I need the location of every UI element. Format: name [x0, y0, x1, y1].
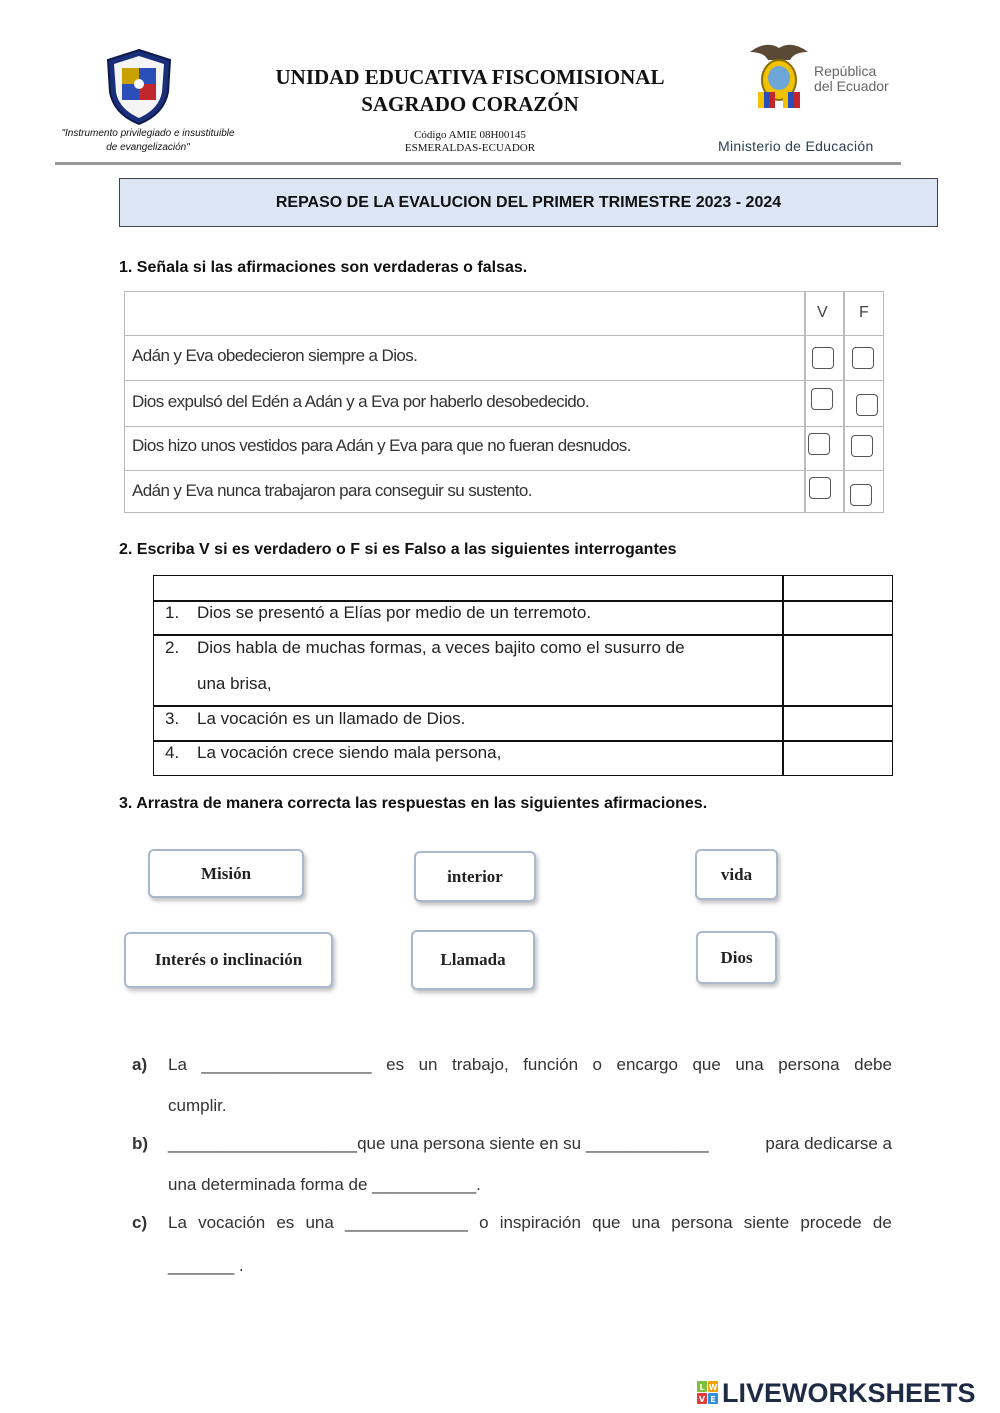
checkbox-f[interactable]	[856, 394, 878, 416]
sentence-word: debe	[854, 1055, 892, 1074]
school-name-line-1: UNIDAD EDUCATIVA FISCOMISIONAL	[275, 65, 665, 89]
sentence-word: persona	[671, 1213, 733, 1232]
q2-row-text-continued: una brisa,	[197, 674, 272, 693]
checkbox-v[interactable]	[809, 477, 831, 499]
sentence-b-text-with-blanks[interactable]: ____________________que una persona siente en su _____________	[168, 1134, 709, 1153]
sentence-c-line2[interactable]: _______ .	[168, 1256, 244, 1275]
sentence-word: La	[168, 1213, 187, 1232]
word-tile-dios[interactable]: Dios	[696, 931, 777, 984]
sentence-word: procede	[800, 1213, 862, 1232]
sentence-word: un	[418, 1055, 438, 1074]
sentence-word: que	[692, 1055, 721, 1074]
school-crest-icon	[104, 48, 174, 126]
sentence-word: vocación	[198, 1213, 266, 1232]
sentence-b-line2[interactable]: una determinada forma de ___________.	[168, 1175, 481, 1194]
ecuador-coat-of-arms-icon	[746, 38, 812, 112]
q3-heading: 3. Arrastra de manera correcta las respuestas en las siguientes afirmaciones.	[119, 795, 708, 812]
q2-row-line	[154, 705, 892, 707]
republica-line-1: República	[814, 63, 877, 79]
motto-line-2: de evangelización"	[106, 142, 190, 153]
amie-block	[340, 129, 600, 155]
logo-letter: V	[698, 1395, 706, 1404]
sentence-word: función	[523, 1055, 579, 1074]
school-name-line-2: SAGRADO CORAZÓN	[361, 92, 579, 116]
q2-row-text: Dios se presentó a Elías por medio de un terremoto.	[197, 603, 592, 622]
table-row	[125, 335, 883, 380]
school-motto	[48, 127, 248, 155]
q2-row-number: 1.	[165, 603, 180, 622]
q1-col-v: V	[817, 304, 828, 321]
q2-table	[153, 575, 893, 776]
sentence-word: persona	[778, 1055, 840, 1074]
word-tile-mision[interactable]: Misión	[148, 849, 304, 898]
checkbox-v[interactable]	[811, 388, 833, 410]
q2-row-line	[154, 740, 892, 742]
q2-answer-cell[interactable]	[784, 602, 892, 633]
q2-row-line	[154, 634, 892, 636]
word-tile-llamada[interactable]: Llamada	[411, 930, 535, 990]
sentence-word: de	[872, 1213, 892, 1232]
sentence-word: inspiración	[499, 1213, 581, 1232]
logo-letter: L	[699, 1383, 705, 1392]
blank-c[interactable]: _____________	[345, 1213, 468, 1232]
q1-table	[124, 291, 884, 513]
sentence-word: o	[592, 1055, 602, 1074]
sentence-word: una	[305, 1213, 334, 1232]
table-row	[125, 470, 883, 512]
item-label-c: c)	[132, 1213, 148, 1232]
sentence-word: para dedicarse a	[765, 1134, 892, 1153]
sentence-word: o	[479, 1213, 489, 1232]
word-tile-interior[interactable]: interior	[414, 851, 536, 902]
liveworksheets-logo-icon	[697, 1381, 719, 1405]
sentence-a-line1	[168, 1055, 892, 1075]
worksheet-title: REPASO DE LA EVALUCION DEL PRIMER TRIMESTRE 2023 - 2024	[119, 178, 938, 227]
q1-statement: Adán y Eva obedecieron siempre a Dios.	[132, 346, 418, 365]
q1-statement: Dios expulsó del Edén a Adán y a Eva por haberlo desobedecido.	[132, 392, 590, 411]
motto-line-1: "Instrumento privilegiado e insustituible	[61, 128, 235, 139]
checkbox-v[interactable]	[812, 347, 834, 369]
republica-ecuador-label	[814, 64, 889, 94]
q1-heading: 1. Señala si las afirmaciones son verdaderas o falsas.	[119, 259, 528, 276]
school-location: ESMERALDAS-ECUADOR	[404, 142, 536, 154]
republica-line-2: del Ecuador	[814, 78, 889, 94]
q2-row-number: 3.	[165, 709, 180, 728]
sentence-word: es	[276, 1213, 295, 1232]
sentence-word: una	[735, 1055, 764, 1074]
q1-statement: Adán y Eva nunca trabajaron para conseguir su sustento.	[132, 481, 532, 500]
q2-heading: 2. Escriba V si es verdadero o F si es Falso a las siguientes interrogantes	[119, 541, 677, 558]
q2-answer-cell[interactable]	[784, 742, 892, 774]
item-label-a: a)	[132, 1055, 148, 1074]
header-divider	[55, 162, 901, 165]
q2-row-text: Dios habla de muchas formas, a veces bajito como el susurro de	[197, 638, 685, 657]
sentence-word: encargo	[616, 1055, 678, 1074]
sentence-word: una	[631, 1213, 661, 1232]
word-tile-vida[interactable]: vida	[695, 849, 778, 900]
sentence-word: trabajo,	[452, 1055, 509, 1074]
q2-answer-cell[interactable]	[784, 636, 892, 704]
ministerio-label: Ministerio de Educación	[718, 138, 874, 154]
q2-row-text: La vocación crece siendo mala persona,	[197, 743, 502, 762]
q2-answer-cell[interactable]	[784, 707, 892, 739]
sentence-word: es	[386, 1055, 405, 1074]
q1-col-f: F	[859, 304, 869, 321]
blank-a[interactable]: __________________	[201, 1055, 372, 1074]
sentence-word: siente	[743, 1213, 790, 1232]
checkbox-f[interactable]	[852, 347, 874, 369]
q2-row-text: La vocación es un llamado de Dios.	[197, 709, 466, 728]
checkbox-f[interactable]	[850, 484, 872, 506]
sentence-b-line1	[168, 1134, 892, 1154]
liveworksheets-brand[interactable]: LIVEWORKSHEETS	[722, 1378, 976, 1408]
checkbox-v[interactable]	[808, 433, 830, 455]
logo-letter: E	[710, 1395, 716, 1404]
q2-row-number: 2.	[165, 638, 180, 657]
logo-letter: W	[708, 1383, 718, 1392]
sentence-word: que	[592, 1213, 621, 1232]
q2-row-number: 4.	[165, 743, 180, 762]
table-row	[125, 426, 883, 470]
word-tile-interes[interactable]: Interés o inclinación	[124, 932, 333, 988]
q1-statement: Dios hizo unos vestidos para Adán y Eva para que no fueran desnudos.	[132, 436, 631, 455]
sentence-word: La	[168, 1055, 187, 1074]
school-name	[240, 64, 700, 118]
checkbox-f[interactable]	[851, 435, 873, 457]
sentence-a-line2: cumplir.	[168, 1096, 227, 1115]
table-row	[125, 380, 883, 426]
q2-row-line	[154, 600, 892, 602]
sentence-c-line1	[168, 1213, 892, 1233]
item-label-b: b)	[132, 1134, 149, 1153]
amie-code: Código AMIE 08H00145	[414, 129, 526, 141]
